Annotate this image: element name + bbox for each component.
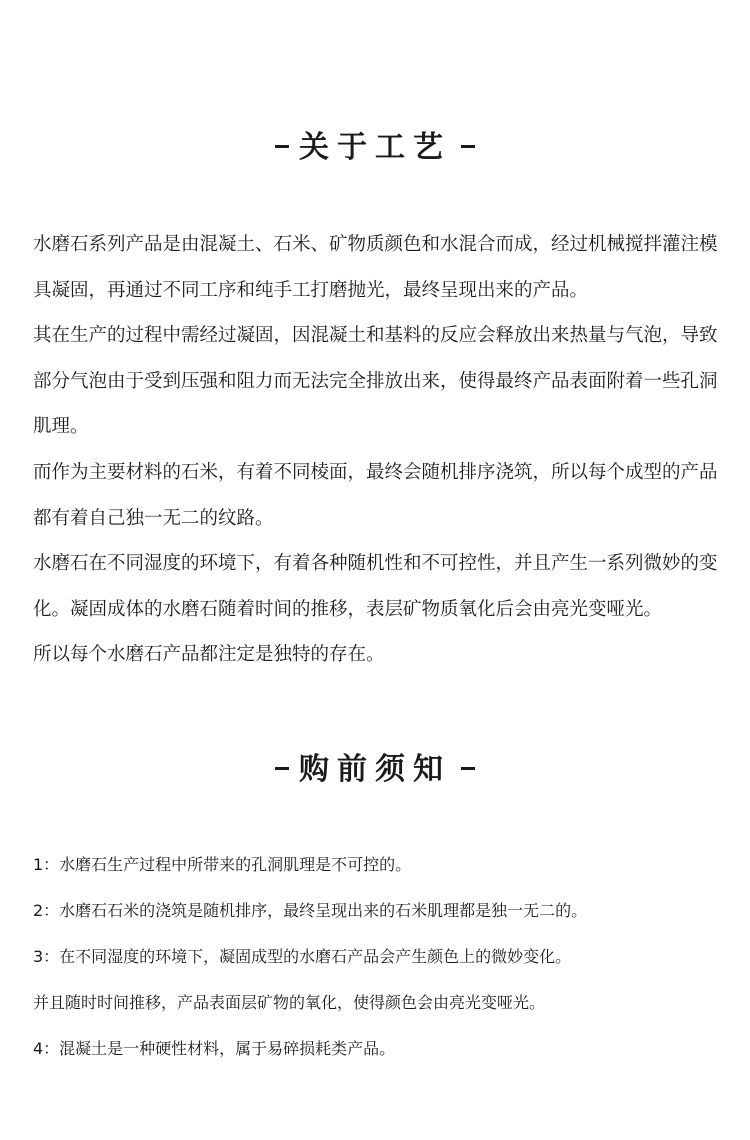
craft-paragraph-2: 其在生产的过程中需经过凝固，因混凝土和基料的反应会释放出来热量与气泡，导致部分气泡由于受到压强和阻力而无法完全排放出来，使得最终产品表面附着一些孔洞肌理。 <box>33 325 718 437</box>
notice-item-4: 并且随时时间推移，产品表面层矿物的氧化，使得颜色会由亮光变哑光。 <box>33 993 546 1012</box>
title-dash-right <box>461 767 475 770</box>
notice-item-5: 4：混凝土是一种硬性材料，属于易碎损耗类产品。 <box>33 1039 396 1058</box>
craft-paragraph-1: 水磨石系列产品是由混凝土、石米、矿物质颜色和水混合而成，经过机械搅拌灌注模具凝固，再通过不同工序和纯手工打磨抛光，最终呈现出来的产品。 <box>33 234 718 301</box>
title-dash-right <box>461 145 475 148</box>
notice-item-3: 3：在不同湿度的环境下，凝固成型的水磨石产品会产生颜色上的微妙变化。 <box>33 947 572 966</box>
craft-section-title <box>0 128 750 168</box>
craft-paragraph-3: 而作为主要材料的石米，有着不同棱面，最终会随机排序浇筑，所以每个成型的产品都有着自己独一无二的纹路。 <box>33 462 718 529</box>
craft-title-text: 关于工艺 <box>299 130 451 165</box>
notice-item-1: 1：水磨石生产过程中所带来的孔洞肌理是不可控的。 <box>33 855 412 874</box>
notice-title-text: 购前须知 <box>299 752 451 787</box>
title-dash-left <box>275 767 289 770</box>
notice-item-2: 2：水磨石石米的浇筑是随机排序，最终呈现出来的石米肌理都是独一无二的。 <box>33 901 588 920</box>
title-dash-left <box>275 145 289 148</box>
craft-paragraph-4: 水磨石在不同湿度的环境下，有着各种随机性和不可控性，并且产生一系列微妙的变化。凝固成体的水磨石随着时间的推移，表层矿物质氧化后会由亮光变哑光。 <box>33 553 718 620</box>
notice-section-title <box>0 750 750 790</box>
craft-paragraph-5: 所以每个水磨石产品都注定是独特的存在。 <box>33 644 385 665</box>
